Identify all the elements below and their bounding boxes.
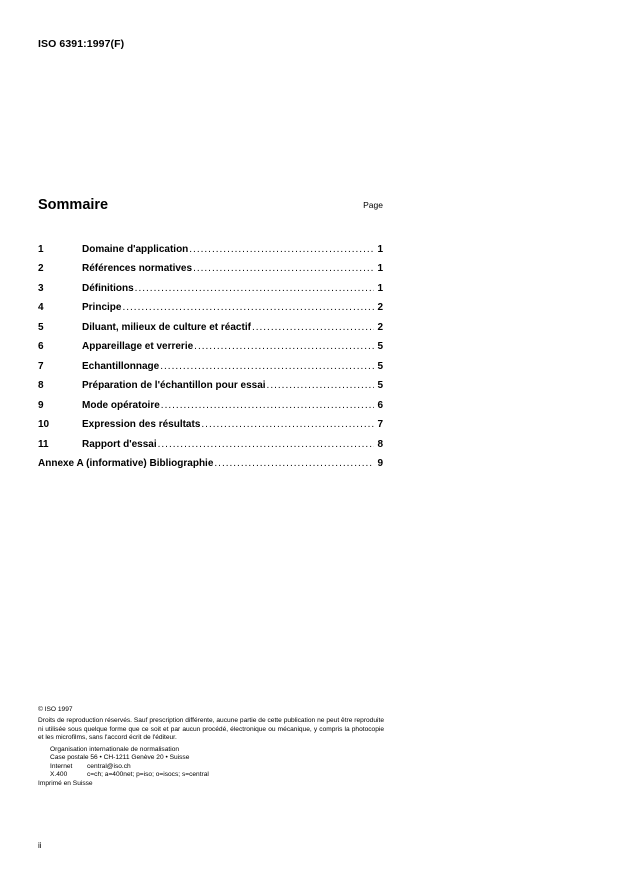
toc-entry-number: 10 [38,419,50,430]
internet-address: central@iso.ch [87,762,131,770]
toc-entry-page: 1 [377,243,383,255]
leader-dots [189,244,374,256]
toc-entry[interactable] [38,236,383,256]
toc-entry-page: 5 [377,380,383,391]
postal-address: Case postale 56 • CH-1211 Genève 20 • Suisse [50,754,190,762]
leader-dots [214,458,374,470]
toc-entry[interactable] [38,353,383,373]
toc-entry[interactable] [38,314,383,334]
leader-dots [161,400,375,412]
toc-entry-page: 8 [377,438,383,450]
toc-entry-page: 7 [377,419,383,430]
toc-entry-page: 2 [377,302,383,313]
leader-dots [160,361,374,373]
toc-entry-page: 1 [377,263,383,274]
toc-entry-page: 6 [377,399,383,411]
toc-entry-number: 3 [38,282,44,294]
table-of-contents [38,236,383,470]
toc-entry-number: 11 [38,438,49,450]
printed-in: Imprimé en Suisse [38,780,93,788]
toc-entry-title: Expression des résultats [82,419,201,430]
toc-entry-number: 2 [38,263,44,274]
toc-entry-number: 9 [38,399,44,411]
document-id: ISO 6391:1997(F) [38,38,125,50]
x400-label: X.400 [50,771,68,779]
toc-entry[interactable] [38,334,383,354]
toc-entry[interactable] [38,431,383,451]
toc-entry-title: Appareillage et verrerie [82,341,194,352]
toc-page-label: Page [363,200,383,210]
toc-entry-number: 6 [38,341,44,352]
toc-entry-number: 1 [38,243,44,255]
toc-entry[interactable] [38,373,383,393]
copyright-notice: Droits de reproduction réservés. Sauf prescription différente, aucune partie de cette publication ne peut être reproduite ni utilisée sous quelque forme que ce soit et par aucun procédé, électronique ou mécanique, y compris la photocopie et les microfilms, sans l'accord écrit de l'éditeur. [38,717,384,741]
copyright-line: © ISO 1997 [38,706,73,713]
toc-entry-title: Echantillonnage [82,360,160,372]
leader-dots [193,263,374,275]
toc-entry-title: Rapport d'essai [82,438,157,450]
toc-entry-annex[interactable] [38,451,383,471]
toc-entry-title: Préparation de l'échantillon pour essai [82,380,266,391]
leader-dots [158,439,375,451]
toc-entry-title: Domaine d'application [82,243,189,255]
toc-entry[interactable] [38,295,383,315]
copyright-block [38,706,384,789]
internet-label: Internet [50,762,73,770]
leader-dots [194,341,374,353]
toc-entry[interactable] [38,392,383,412]
toc-entry-title: Annexe A (informative) Bibliographie [38,458,214,469]
toc-entry-number: 7 [38,360,44,372]
page-folio: ii [38,841,42,850]
toc-entry-page: 9 [377,458,383,469]
toc-entry[interactable] [38,256,383,276]
toc-entry-page: 5 [377,360,383,372]
toc-entry-title: Définitions [82,282,134,294]
organisation-name: Organisation internationale de normalisation [50,746,180,754]
leader-dots [201,419,374,431]
toc-entry-title: Références normatives [82,263,193,274]
toc-entry[interactable] [38,275,383,295]
toc-entry-number: 8 [38,380,44,391]
toc-entry-title: Mode opératoire [82,399,160,411]
toc-entry-title: Principe [82,302,122,313]
toc-title: Sommaire [38,197,109,213]
leader-dots [267,380,375,392]
toc-entry-page: 2 [377,321,383,333]
leader-dots [252,322,375,334]
toc-entry-page: 1 [377,282,383,294]
toc-entry[interactable] [38,412,383,432]
toc-entry-title: Diluant, milieux de culture et réactif [82,321,251,333]
leader-dots [135,283,375,295]
toc-entry-number: 5 [38,321,44,333]
toc-entry-number: 4 [38,302,44,313]
x400-address: c=ch; a=400net; p=iso; o=isocs; s=central [87,771,209,779]
leader-dots [122,302,374,314]
publisher-address [38,746,384,779]
toc-entry-page: 5 [377,341,383,352]
